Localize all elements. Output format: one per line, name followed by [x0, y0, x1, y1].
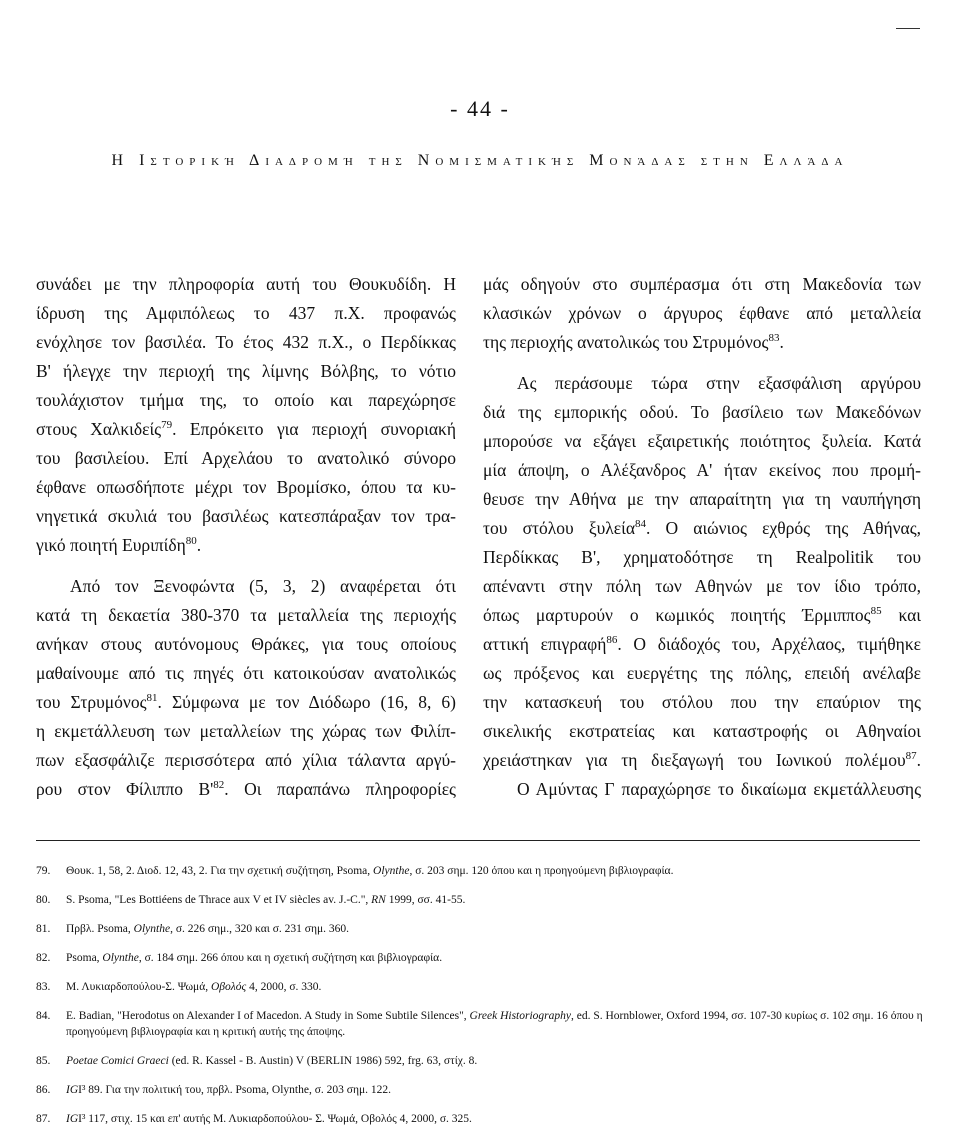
- text-run: αττική επιγραφή: [483, 634, 607, 654]
- footnote-text: [66, 1111, 926, 1127]
- italic-title: IG: [66, 1113, 79, 1125]
- text-line: Από τον Ξενοφώντα (5, 3, 2) αναφέρεται ότι: [70, 576, 456, 596]
- italic-title: Οβολός: [211, 981, 247, 993]
- text-run: , σ. 226 σημ., 320 και σ. 231 σημ. 360.: [170, 923, 350, 935]
- text-line: Περδίκκας Β', χρηματοδότησε τη Realpolitik του: [483, 547, 921, 567]
- text-line: μάς οδηγούν στο συμπέρασμα ότι στη Μακεδονία των: [483, 274, 921, 294]
- footnote-text: [66, 863, 926, 879]
- text-run: , σ. 203 σημ. 120 όπου και η προηγούμενη βιβλιογραφία.: [409, 865, 674, 877]
- paragraph: [36, 572, 456, 804]
- footnote-ref[interactable]: 81: [146, 692, 158, 705]
- text-run: 4, 2000, σ. 330.: [246, 981, 322, 993]
- text-line: του βασιλείου. Επί Αρχελάου το ανατολικό σύνορο: [36, 448, 456, 468]
- text-run: Psoma,: [66, 952, 103, 964]
- text-run: όπως μαρτυρούν ο κωμικός ποιητής Έρμιππος: [483, 605, 871, 625]
- text-line: ως πρόξενος και ευεργέτης της πόλης, επειδή ανέλαβε: [483, 663, 921, 683]
- footnote-number: 84.: [36, 1010, 51, 1022]
- text-run: της περιοχής ανατολικώς του Στρυμόνος: [483, 332, 769, 352]
- footnote-number: 82.: [36, 952, 51, 964]
- text-line: θευσε την Αθήνα με την απαραίτητη για τη ναυπήγηση: [483, 489, 921, 509]
- footnote-text: [66, 1082, 926, 1098]
- text-line: κλασικών χρόνων ο άργυρος έφθανε από μεταλλεία: [483, 303, 921, 323]
- footnote: [36, 863, 926, 879]
- text-line: ενόχλησε τον βασιλέα. Το έτος 432 π.Χ., ο Περδίκκας: [36, 332, 456, 352]
- footnote-ref[interactable]: 84: [635, 518, 647, 531]
- footnote: [36, 1053, 926, 1069]
- text-line: πων εξασφάλιζε περισσότερα από χίλια τάλαντα αργύ-: [36, 750, 456, 770]
- footnote-ref[interactable]: 86: [606, 634, 618, 647]
- text-run: 1999, σσ. 41-55.: [385, 894, 466, 906]
- text-run: στους Χαλκιδείς: [36, 419, 162, 439]
- text-line: [483, 514, 921, 543]
- footnote-text: [66, 979, 926, 995]
- text-run: S. Psoma, "Les Bottiéens de Thrace aux V et IV siècles av. J.-C.",: [66, 894, 372, 906]
- text-line: έφθανε οπωσδήποτε μέχρι τον Βρομίσκο, όπου τα κυ-: [36, 477, 456, 497]
- footnote-ref[interactable]: 80: [185, 535, 197, 548]
- text-line: συνάδει με την πληροφορία αυτή του Θουκυδίδη. Η: [36, 274, 456, 294]
- footnote: [36, 979, 926, 995]
- footnote: [36, 1111, 926, 1127]
- left-column: [36, 270, 456, 804]
- text-run: του Στρυμόνος: [36, 692, 147, 712]
- text-line: μία άποψη, ο Αλέξανδρος Α' ήταν εκείνος που προμή-: [483, 460, 921, 480]
- text-line: κατά τη δεκαετία 380-370 τα μεταλλεία της περιοχής: [36, 605, 456, 625]
- text-line: η εκμετάλλευση των μεταλλείων της χώρας των Φιλίπ-: [36, 721, 456, 741]
- footnote: [36, 950, 926, 966]
- text-line: [36, 775, 456, 804]
- text-line: ανήκαν στους αυτόνομους Θράκες, για τους οποίους: [36, 634, 456, 654]
- text-run: Πρβλ. Psoma,: [66, 923, 134, 935]
- footnote-number: 80.: [36, 894, 51, 906]
- italic-title: IG: [66, 1084, 79, 1096]
- text-line: ίδρυση της Αμφιπόλεως το 437 π.Χ. προφανώς: [36, 303, 456, 323]
- text-line: [483, 630, 921, 659]
- right-column: [483, 270, 921, 804]
- italic-title: Olynthe: [373, 865, 410, 877]
- footnote: [36, 1008, 926, 1040]
- text-line: Ας περάσουμε τώρα στην εξασφάλιση αργύρου: [517, 373, 921, 393]
- text-run: I³ 117, στιχ. 15 και επ' αυτής Μ. Λυκιαρδοπούλου- Σ. Ψωμά, Οβολός 4, 2000, σ. 325.: [78, 1113, 472, 1125]
- paragraph: [483, 369, 921, 804]
- text-run: Μ. Λυκιαρδοπούλου-Σ. Ψωμά,: [66, 981, 211, 993]
- text-run: χρειάστηκαν για τη διεξαγωγή του Ιωνικού πολέμου: [483, 750, 906, 770]
- text-run: E. Badian, "Herodotus on Alexander I of Macedon. A Study in Some Subtile Silences",: [66, 1010, 470, 1022]
- footnotes: [36, 863, 926, 1140]
- footnote-ref[interactable]: 87: [905, 750, 917, 763]
- footnote-number: 85.: [36, 1055, 51, 1067]
- footnote-text: [66, 921, 926, 937]
- footnote-number: 86.: [36, 1084, 51, 1096]
- footnote-number: 87.: [36, 1113, 51, 1125]
- text-run: . Οι παραπάνω πληροφορίες: [224, 779, 456, 799]
- corner-mark: [896, 28, 920, 29]
- page-number: - 44 -: [450, 96, 510, 121]
- text-line: την κατασκευή του στόλου που την επαύριον της: [483, 692, 921, 712]
- footnote-text: [66, 950, 926, 966]
- text-run: Θουκ. 1, 58, 2. Διοδ. 12, 43, 2. Για την σχετική συζήτηση, Psoma,: [66, 865, 374, 877]
- footnote-ref[interactable]: 85: [870, 605, 882, 618]
- italic-title: Olynthe: [133, 923, 171, 935]
- footnote-number: 79.: [36, 865, 51, 877]
- text-line: απέναντι στην πόλη των Αθηνών με τον ίδιο τρόπο,: [483, 576, 921, 596]
- text-line: [483, 746, 921, 775]
- text-run: και: [881, 605, 921, 625]
- footnote: [36, 1082, 926, 1098]
- text-run: . Επρόκειτο για περιοχή συνοριακή: [172, 419, 456, 439]
- footnote-text: [66, 1008, 926, 1040]
- text-line: [36, 415, 456, 444]
- italic-title: RN: [371, 894, 386, 906]
- footnote: [36, 921, 926, 937]
- footnote-ref[interactable]: 79: [161, 419, 173, 432]
- paragraph: [483, 270, 921, 357]
- text-line: διά της εμπορικής οδού. Το βασίλειο των Μακεδόνων: [483, 402, 921, 422]
- text-line: σικελικής εκστρατείας και καταστροφής οι Αθηναίοι: [483, 721, 921, 741]
- italic-title: Olynthe: [102, 952, 139, 964]
- text-run: ρου στον Φίλιππο Β': [36, 779, 214, 799]
- text-line: Β' ήλεγχε την περιοχή της λίμνης Βόλβης, το νότιο: [36, 361, 456, 381]
- text-run: .: [916, 750, 921, 770]
- text-run: . Ο διάδοχός του, Αρχέλαος, τιμήθηκε: [617, 634, 921, 654]
- text-line: τουλάχιστον τμήμα της, το οποίο και παρεχώρησε: [36, 390, 456, 410]
- footnote-text: [66, 1053, 926, 1069]
- text-run: .: [779, 332, 784, 352]
- text-line: [483, 328, 921, 357]
- footnote: [36, 892, 926, 908]
- text-run: .: [196, 535, 202, 555]
- footnote-number: 83.: [36, 981, 51, 993]
- text-run: γικό ποιητή Ευριπίδη: [36, 535, 186, 555]
- text-run: (ed. R. Kassel - B. Austin) V (BERLIN 1986) 592, frg. 63, στίχ. 8.: [168, 1055, 478, 1067]
- italic-title: Poetae Comici Graeci: [66, 1055, 169, 1067]
- text-line: [36, 688, 456, 717]
- text-run: . Σύμφωνα με τον Διόδωρο (16, 8, 6): [157, 692, 456, 712]
- running-head: Η Ιστορική Διαδρομή της Νομισματικής Μονάδας στην Ελλάδα: [111, 152, 849, 169]
- text-run: . Ο αιώνιος εχθρός της Αθήνας,: [646, 518, 922, 538]
- text-run: , σ. 184 σημ. 266 όπου και η σχετική συζήτηση και βιβλιογραφία.: [138, 952, 443, 964]
- text-line: [36, 531, 456, 560]
- paragraph: [36, 270, 456, 560]
- footnote-number: 81.: [36, 923, 51, 935]
- footnote-ref[interactable]: 83: [768, 332, 780, 345]
- italic-title: Greek Historiography: [469, 1010, 571, 1022]
- text-line: Ο Αμύντας Γ παραχώρησε το δικαίωμα εκμετάλλευσης: [517, 779, 921, 799]
- text-line: [483, 601, 921, 630]
- text-line: μαθαίνουμε από τις πηγές ότι κατοικούσαν ανατολικώς: [36, 663, 456, 683]
- text-run: , ed. S. Hornblower, Oxford 1994, σσ. 107-30 κυρίως σ. 102 σημ. 16 όπου η προηγούμενη βιβλιογραφία και η κριτική αυτής της άποψης.: [66, 1010, 923, 1038]
- footnote-text: [66, 892, 926, 908]
- footnote-ref[interactable]: 82: [213, 779, 225, 792]
- text-run: I³ 89. Για την πολιτική του, πρβλ. Psoma, Olynthe, σ. 203 σημ. 122.: [78, 1084, 392, 1096]
- footnote-divider: [36, 840, 920, 841]
- text-line: μπορούσε να εξάγει εξαιρετικής ποιότητος ξυλεία. Κατά: [483, 431, 921, 451]
- text-line: νηγετικά σκυλιά του βασιλέως κατεσπάραξαν τον τρα-: [36, 506, 456, 526]
- text-run: του στόλου ξυλεία: [483, 518, 636, 538]
